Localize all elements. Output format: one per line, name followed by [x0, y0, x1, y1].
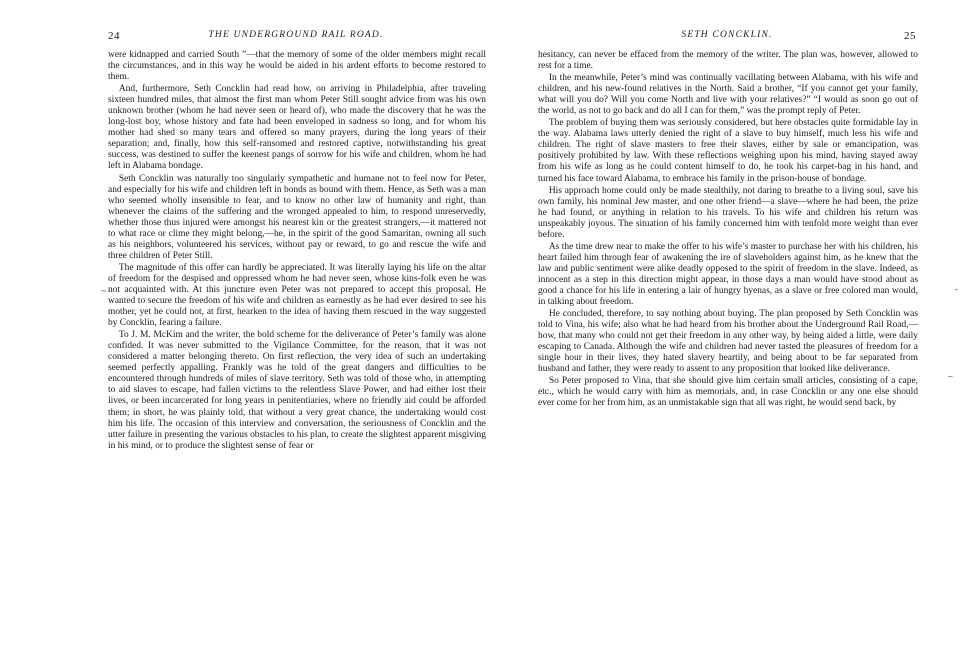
margin-mark: ~ [101, 286, 106, 296]
right-page [490, 0, 980, 652]
right-page-number: 25 [904, 30, 916, 42]
paragraph: To J. M. McKim and the writer, the bold scheme for the deliverance of Peter’s family was alone confided. It was never submitted to the Vigilance Committee, for the reason, that it was not considered a matter belonging thereto. On first reflection, the very idea of such an undertaking seemed perfectly appalling. Frankly was he told of the great dangers and difficulties to be encountered through hundreds of miles of slave territory. Seth was told of those who, in attempting to aid slaves to escape, had fallen victims to the relentless Slave Power, and had either lost their lives, or been incarcerated for long years in penitentiaries, where no friendly aid could be afforded them; in short, he was plainly told, that without a very great chance, the undertaking would cost him his life. The occasion of this interview and conversation, the seriousness of Concklin and the utter failure in presenting the various obstacles to his plan, to create the slightest apparent misgiving in his mind, or to produce the slightest sense of fear or [108, 330, 486, 451]
margin-mark: – [948, 371, 953, 381]
left-page-number: 24 [108, 30, 120, 42]
right-page-header [538, 30, 916, 44]
paragraph: The problem of buying them was seriously considered, but here obstacles quite formidable lay in the way. Alabama laws utterly denied the right of a slave to buy himself, much less his wife and children. The right of slave masters to free their slaves, either by sale or emancipation, was positively prohibited by law. With these reflections weighing upon his mind, having stayed away from his wife as long as he could content himself to do, he took his carpet-bag in his hand, and turned his face toward Alabama, to embrace his family in the prison-house of bondage. [538, 118, 918, 184]
left-running-title: THE UNDERGROUND RAIL ROAD. [208, 30, 384, 40]
right-running-title: SETH CONCKLIN. [681, 30, 773, 40]
paragraph: were kidnapped and carried South ”—that the memory of some of the older members might recall the circumstances, and in this way he would be aided in his ardent efforts to become restored to them. [108, 50, 486, 83]
paragraph: As the time drew near to make the offer to his wife’s master to purchase her with his children, his heart failed him through fear of awakening the ire of slaveholders against him, as he knew that the law and public sentiment were alike deadly opposed to the spirit of freedom in the slave. Indeed, as innocent as a step in this direction might appear, in those days a man would have stood about as good a chance for his life in entering a lair of hungry hyenas, as a slave or free colored man would, in talking about freedom. [538, 241, 918, 308]
margin-mark: - [955, 284, 958, 294]
paragraph: So Peter proposed to Vina, that she should give him certain small articles, consisting of a cape, etc., which he would carry with him as memorials, and, in case Concklin or any one else should ever come for her from him, as an unmistakable sign that all was right, he would send back, by [538, 376, 918, 409]
paragraph: And, furthermore, Seth Concklin had read how, on arriving in Philadelphia, after traveling sixteen hundred miles, that almost the first man whom Peter Still sought advice from was his own unknown brother (whom he had never seen or heard of), who made the discovery that he was the long-lost boy, whose history and fate had been enveloped in sadness so long, and for whom his mother had shed so many tears and offered so many prayers, during the long years of their separation; and, finally, how this self-ransomed and restored captive, notwithstanding his great success, was destined to suffer the keenest pangs of sorrow for his wife and children, whom he had left in Alabama bondage. [108, 84, 486, 172]
paragraph: His approach home could only be made stealthily, not daring to breathe to a living soul, save his own family, his nominal Jew master, and one other friend—a slave—where he had been, the prize he had found, or anything in relation to his travels. To his wife and children his return was unspeakably joyous. The situation of his family concerned him with tenfold more weight than ever before. [538, 185, 918, 240]
left-page-header [108, 30, 484, 44]
paragraph: He concluded, therefore, to say nothing about buying. The plan proposed by Seth Concklin was told to Vina, his wife; also what he had heard from his brother about the Underground Rail Road,—how, that many who could not get their freedom in any other way, by being aided a little, were daily escaping to Canada. Although the wife and children had never tasted the pleasures of freedom for a single hour in their lives, they hated slavery heartily, and being about to be far separated from husband and father, they were ready to assent to any proposition that looked like deliverance. [538, 309, 918, 375]
right-page-body [538, 50, 918, 410]
paragraph: hesitancy, can never be effaced from the memory of the writer. The plan was, however, allowed to rest for a time. [538, 50, 918, 72]
paragraph: Seth Concklin was naturally too singularly sympathetic and humane not to feel now for Peter, and especially for his wife and children left in bonds as bound with them. Hence, as Seth was a man who seemed wholly insensible to fear, and to know no other law of humanity and right, than whenever the claims of the suffering and the wronged appealed to him, to respond unreservedly, whether those thus injured were amongst his nearest kin or the greatest strangers,—it mattered not to what race or clime they might belong,—he, in the spirit of the good Samaritan, owning all such as his neighbors, volunteered his services, without pay or reward, to go and rescue the wife and three children of Peter Still. [108, 173, 486, 261]
paragraph: In the meanwhile, Peter’s mind was continually vacillating between Alabama, with his wife and children, and his new-found relatives in the North. Said a brother, “If you cannot get your family, what will you do? Will you come North and live with your relatives?” “I would as soon go out of the world, as not to go back and do all I can for them,” was the prompt reply of Peter. [538, 73, 918, 117]
paragraph: The magnitude of this offer can hardly be appreciated. It was literally laying his life on the altar of freedom for the despised and oppressed whom he had never seen, whose kins-folk even he was not acquainted with. At this juncture even Peter was not prepared to accept this proposal. He wanted to secure the freedom of his wife and children as earnestly as he had ever desired to see his mother, yet he could not, at first, hearken to the idea of having them rescued in the way suggested by Concklin, fearing a failure. [108, 262, 486, 329]
left-page-body [108, 50, 486, 452]
